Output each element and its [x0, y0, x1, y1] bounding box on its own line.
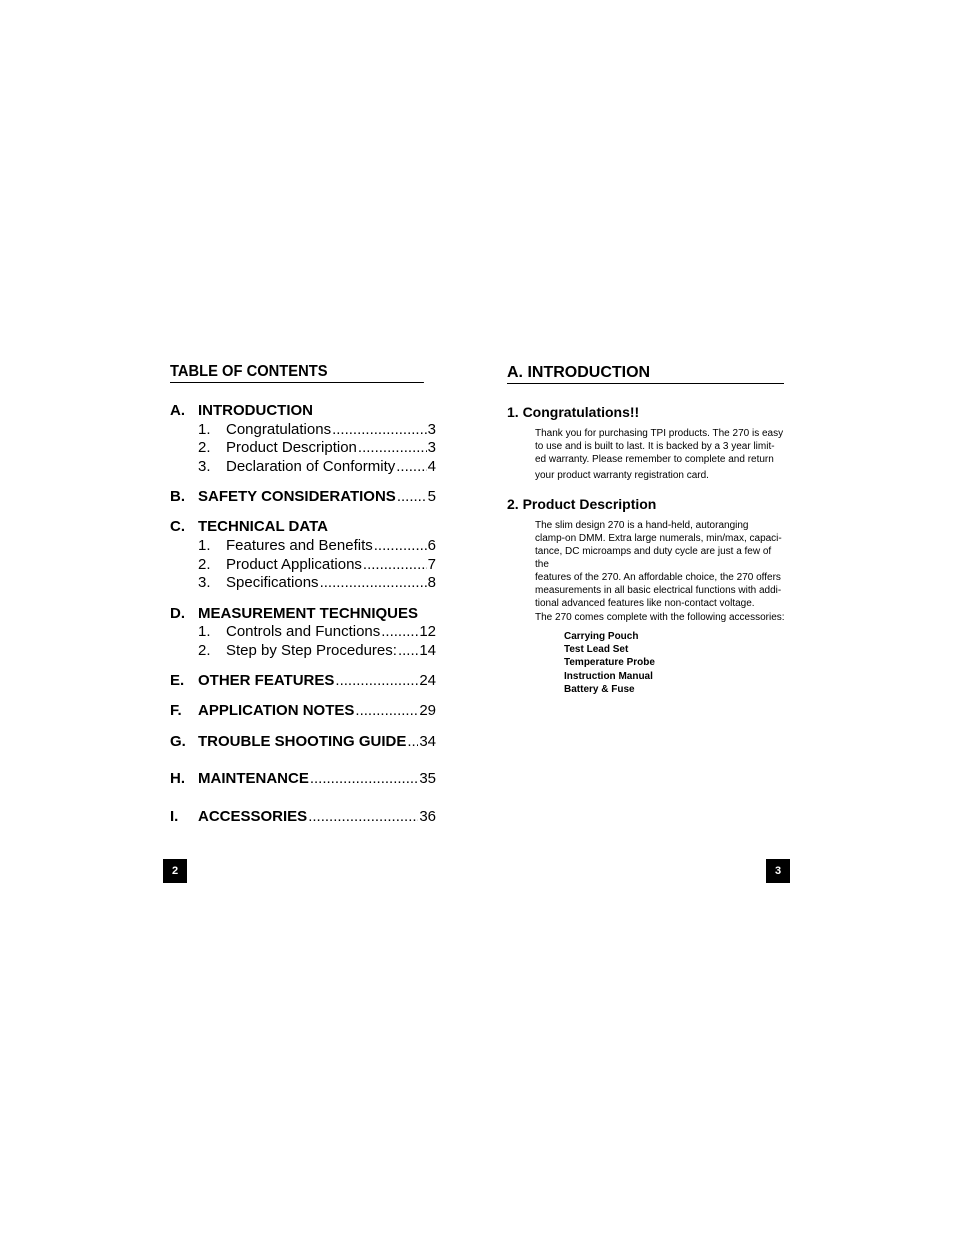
- congratulations-heading: 1. Congratulations!!: [507, 404, 640, 420]
- toc-item-number: 2.: [198, 439, 211, 456]
- toc-leader-dots: [358, 439, 427, 457]
- toc-item-number: 1.: [198, 421, 211, 438]
- toc-section-letter: F.: [170, 702, 182, 719]
- toc-item-label: Features and Benefits: [226, 537, 373, 554]
- toc-item-number: 3.: [198, 458, 211, 475]
- toc-item-page: 4: [427, 458, 436, 475]
- accessory-item: Carrying Pouch: [564, 631, 639, 642]
- page-number-right: 3: [766, 859, 790, 883]
- toc-item-label: Declaration of Conformity: [226, 458, 396, 475]
- toc-leader-dots: [363, 556, 427, 574]
- toc-item-number: 1.: [198, 623, 211, 640]
- toc-section-page: 34: [419, 733, 436, 750]
- paragraph-line: measurements in all basic electrical functions with addi-: [535, 585, 782, 596]
- toc-section-letter: B.: [170, 488, 185, 505]
- product-description-paragraph: [535, 519, 787, 610]
- toc-item-label: Product Description: [226, 439, 357, 456]
- toc-item-number: 2.: [198, 556, 211, 573]
- toc-section-letter: D.: [170, 605, 185, 622]
- toc-item-label: Specifications: [226, 574, 319, 591]
- toc-section-letter: C.: [170, 518, 185, 535]
- toc-item-number: 3.: [198, 574, 211, 591]
- toc-leader-dots: [407, 733, 418, 751]
- toc-item-number: 1.: [198, 537, 211, 554]
- toc-leader-dots: [396, 458, 426, 476]
- product-description-heading: 2. Product Description: [507, 496, 657, 512]
- paragraph-line: features of the 270. An affordable choice, the 270 offers: [535, 572, 781, 583]
- accessory-item: Test Lead Set: [564, 644, 629, 655]
- toc-leader-dots: [397, 488, 427, 506]
- toc-item-label: Controls and Functions: [226, 623, 381, 640]
- toc-title: TABLE OF CONTENTS: [170, 363, 424, 383]
- toc-section-page: 29: [419, 702, 436, 719]
- toc-section-name: MAINTENANCE: [198, 770, 309, 787]
- toc-item-label: Product Applications: [226, 556, 362, 573]
- toc-section-letter: G.: [170, 733, 186, 750]
- toc-section-name: ACCESSORIES: [198, 808, 308, 825]
- accessory-item: Temperature Probe: [564, 657, 655, 668]
- toc-leader-dots: [381, 623, 418, 641]
- page-number-left: 2: [163, 859, 187, 883]
- toc-leader-dots: [374, 537, 427, 555]
- congratulations-paragraph: [535, 427, 787, 482]
- toc-section-letter: H.: [170, 770, 185, 787]
- toc-section-page: 5: [427, 488, 436, 505]
- intro-title: A. INTRODUCTION: [507, 364, 784, 384]
- toc-section-name: INTRODUCTION: [198, 402, 313, 419]
- toc-leader-dots: [335, 672, 418, 690]
- toc-leader-dots: [310, 770, 418, 788]
- toc-leader-dots: [332, 421, 427, 439]
- toc-item-page: 12: [419, 623, 436, 640]
- accessory-item: Instruction Manual: [564, 671, 653, 682]
- toc-item-label: Step by Step Procedures:: [226, 642, 397, 659]
- toc-section-name: TECHNICAL DATA: [198, 518, 328, 535]
- toc-item-number: 2.: [198, 642, 211, 659]
- toc-item-page: 8: [427, 574, 436, 591]
- toc-section-letter: A.: [170, 402, 185, 419]
- toc-section-page: 35: [419, 770, 436, 787]
- toc-section-page: 24: [419, 672, 436, 689]
- toc-leader-dots: [355, 702, 418, 720]
- toc-section-name: APPLICATION NOTES: [198, 702, 355, 719]
- toc-section-name: MEASUREMENT TECHNIQUES: [198, 605, 419, 622]
- toc-item-page: 3: [427, 421, 436, 438]
- toc-leader-dots: [308, 808, 418, 826]
- toc-section-name: TROUBLE SHOOTING GUIDE: [198, 733, 407, 750]
- accessory-item: Battery & Fuse: [564, 684, 635, 695]
- toc-item-page: 6: [427, 537, 436, 554]
- toc-section-letter: I.: [170, 808, 179, 825]
- toc-section-name: OTHER FEATURES: [198, 672, 335, 689]
- paragraph-line: Thank you for purchasing TPI products. The 270 is easy: [535, 428, 784, 439]
- paragraph-line: tional advanced features like non-contact voltage.: [535, 598, 755, 609]
- toc-section-letter: E.: [170, 672, 185, 689]
- toc-item-label: Congratulations: [226, 421, 332, 438]
- toc-item-page: 14: [419, 642, 436, 659]
- paragraph-line: clamp-on DMM. Extra large numerals, min/max, capaci-: [535, 533, 782, 544]
- toc-leader-dots: [320, 574, 427, 592]
- paragraph-line: ed warranty. Please remember to complete and return: [535, 454, 774, 465]
- toc-item-page: 3: [427, 439, 436, 456]
- toc-section-name: SAFETY CONSIDERATIONS: [198, 488, 396, 505]
- toc-item-page: 7: [427, 556, 436, 573]
- paragraph-line: tance, DC microamps and duty cycle are just a few of the: [535, 546, 772, 570]
- paragraph-line: your product warranty registration card.: [535, 470, 709, 481]
- accessories-intro: The 270 comes complete with the following accessories:: [535, 612, 785, 623]
- paragraph-line: to use and is built to last. It is backed by a 3 year limit-: [535, 441, 775, 452]
- toc-section-page: 36: [419, 808, 436, 825]
- paragraph-line: The slim design 270 is a hand-held, autoranging: [535, 520, 749, 531]
- toc-leader-dots: [398, 642, 418, 660]
